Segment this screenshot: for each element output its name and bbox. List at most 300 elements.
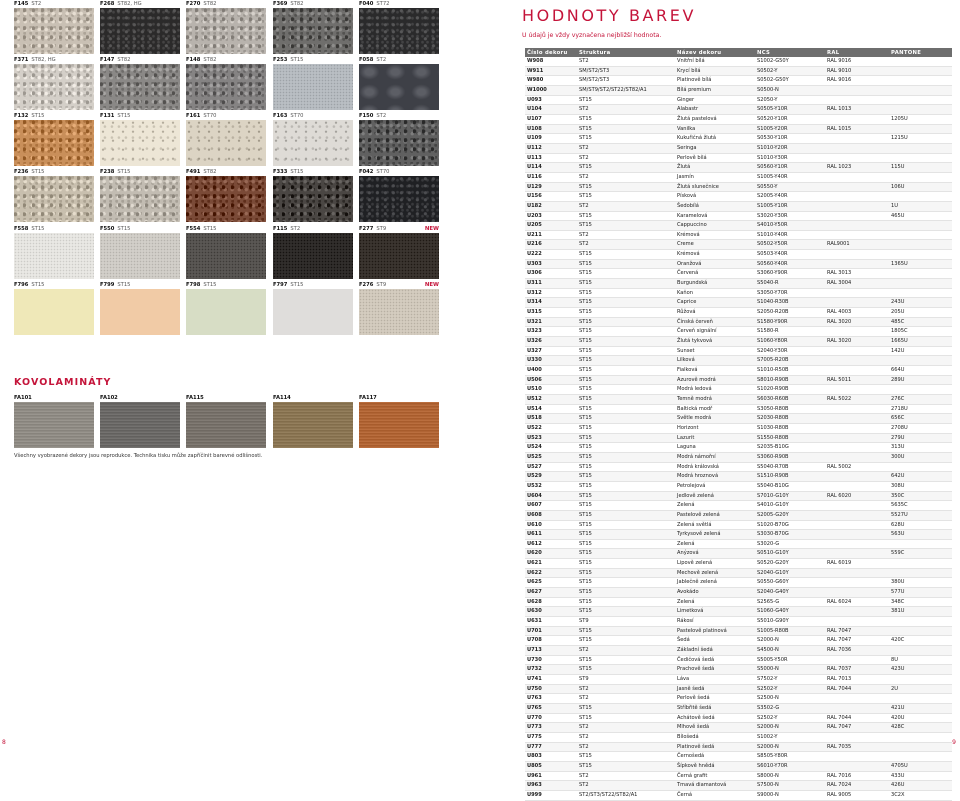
pantone-cell <box>889 646 952 656</box>
table-row <box>525 57 952 66</box>
decor-name-cell: Jasmín <box>675 172 755 182</box>
ral-cell <box>825 501 889 511</box>
swatch-texture <box>186 402 266 448</box>
structure-cell: ST15 <box>577 250 675 260</box>
ral-cell <box>825 404 889 414</box>
swatch-label <box>186 282 216 288</box>
decor-code-cell: U311 <box>525 279 577 289</box>
ral-cell <box>825 250 889 260</box>
decor-code-cell: U701 <box>525 626 577 636</box>
table-row <box>525 626 952 636</box>
ral-cell <box>825 588 889 598</box>
structure-cell: ST2/ST3/ST22/ST82/A1 <box>577 790 675 800</box>
pantone-cell <box>889 617 952 627</box>
structure-cell: ST15 <box>577 182 675 192</box>
ncs-cell: S2040-G40Y <box>755 588 825 598</box>
swatch-label <box>14 169 44 175</box>
swatch-texture <box>14 120 94 166</box>
structure-cell: ST15 <box>577 752 675 762</box>
ral-cell: RAL 5022 <box>825 394 889 404</box>
swatch-label <box>14 113 44 119</box>
swatch-structure: ST15 <box>290 169 304 175</box>
ral-cell: RAL 7036 <box>825 646 889 656</box>
table-row <box>525 66 952 76</box>
table-row <box>525 192 952 202</box>
decor-name-cell: Perlově šedá <box>675 694 755 704</box>
ncs-cell: S7502-Y <box>755 675 825 685</box>
ral-cell <box>825 114 889 124</box>
decor-swatch-f270 <box>186 1 266 55</box>
decor-swatch-f550 <box>100 226 180 280</box>
swatch-code: F040 <box>359 1 374 7</box>
ncs-cell: S1020-R90B <box>755 385 825 395</box>
ral-cell: RAL 7047 <box>825 723 889 733</box>
ral-cell <box>825 143 889 153</box>
swatch-code: F058 <box>359 57 374 63</box>
decor-code-cell: U315 <box>525 308 577 318</box>
decor-code-cell: W980 <box>525 76 577 86</box>
structure-cell: ST2 <box>577 723 675 733</box>
decor-code-cell: U323 <box>525 327 577 337</box>
swatch-texture <box>100 64 180 110</box>
structure-cell: ST15 <box>577 472 675 482</box>
pantone-cell <box>889 172 952 182</box>
swatch-label <box>100 395 121 401</box>
table-row <box>525 481 952 491</box>
ral-cell: RAL 7044 <box>825 713 889 723</box>
decor-name-cell: Fialková <box>675 366 755 376</box>
swatch-label <box>14 57 56 63</box>
ncs-cell: S0520-Y10R <box>755 114 825 124</box>
decor-code-cell: U523 <box>525 433 577 443</box>
decor-name-cell: Červeň signální <box>675 327 755 337</box>
decor-name-cell: Krémová <box>675 250 755 260</box>
swatch-code: FA117 <box>359 395 377 401</box>
swatch-texture <box>186 289 266 335</box>
decor-name-cell: Mechově zelená <box>675 568 755 578</box>
pantone-cell: 577U <box>889 588 952 598</box>
ncs-cell: S2005-G20Y <box>755 510 825 520</box>
ncs-cell: S0502-G50Y <box>755 76 825 86</box>
pantone-cell <box>889 752 952 762</box>
table-row <box>525 269 952 279</box>
ncs-cell: S0505-Y10R <box>755 105 825 115</box>
swatch-texture <box>14 176 94 222</box>
table-row <box>525 713 952 723</box>
ncs-cell: S2050-R20B <box>755 308 825 318</box>
table-row <box>525 539 952 549</box>
swatch-texture <box>100 176 180 222</box>
ncs-cell: S2502-Y <box>755 684 825 694</box>
table-row <box>525 588 952 598</box>
decor-code-cell: U312 <box>525 288 577 298</box>
ral-cell <box>825 221 889 231</box>
decor-code-cell: U604 <box>525 491 577 501</box>
pantone-cell: 642U <box>889 472 952 482</box>
pantone-cell <box>889 95 952 105</box>
table-row <box>525 95 952 105</box>
ncs-cell: S2040-G10Y <box>755 568 825 578</box>
structure-cell: ST2 <box>577 694 675 704</box>
ncs-cell: S0520-G20Y <box>755 559 825 569</box>
ncs-cell: S1550-R80B <box>755 433 825 443</box>
table-row <box>525 143 952 153</box>
decor-name-cell: Bílá premium <box>675 85 755 95</box>
swatch-structure: ST15 <box>31 226 45 232</box>
table-row <box>525 230 952 240</box>
ral-cell <box>825 288 889 298</box>
ncs-cell: S5040-R70B <box>755 462 825 472</box>
page-subtitle: U údajů je vždy vyznačena nejbližší hodnota. <box>522 32 662 39</box>
ral-cell <box>825 259 889 269</box>
pantone-cell: 313U <box>889 443 952 453</box>
swatch-label <box>100 113 130 119</box>
ncs-cell: S0550-G60Y <box>755 578 825 588</box>
swatch-structure: ST82, HG <box>31 57 56 63</box>
pantone-cell <box>889 732 952 742</box>
swatch-texture <box>273 233 353 279</box>
structure-cell: ST15 <box>577 134 675 144</box>
decor-code-cell: U961 <box>525 771 577 781</box>
swatch-code: F145 <box>14 1 29 7</box>
decor-name-cell: Tyrkysově zelená <box>675 530 755 540</box>
decor-name-cell: Písková <box>675 192 755 202</box>
swatch-texture <box>14 8 94 54</box>
pantone-cell: 380U <box>889 578 952 588</box>
decor-code-cell: U524 <box>525 443 577 453</box>
swatch-label <box>100 282 130 288</box>
table-row <box>525 549 952 559</box>
ncs-cell: S6010-Y70R <box>755 761 825 771</box>
swatch-label <box>186 57 216 63</box>
decor-name-cell: Jablečně zelená <box>675 578 755 588</box>
decor-swatch-f798 <box>186 282 266 336</box>
decor-name-cell: Modrá královská <box>675 462 755 472</box>
table-row <box>525 510 952 520</box>
decor-swatch-f799 <box>100 282 180 336</box>
table-row <box>525 665 952 675</box>
swatch-structure: ST15 <box>290 282 304 288</box>
pantone-cell <box>889 694 952 704</box>
decor-code-cell: U612 <box>525 539 577 549</box>
swatch-texture <box>359 233 439 279</box>
pantone-cell <box>889 288 952 298</box>
table-row <box>525 607 952 617</box>
decor-code-cell: W1000 <box>525 85 577 95</box>
swatch-code: F236 <box>14 169 29 175</box>
structure-cell: ST15 <box>577 346 675 356</box>
structure-cell: ST15 <box>577 626 675 636</box>
table-row <box>525 288 952 298</box>
pantone-cell: 485C <box>889 317 952 327</box>
swatch-texture <box>186 64 266 110</box>
structure-cell: ST15 <box>577 530 675 540</box>
swatch-label <box>273 1 303 7</box>
decor-name-cell: Zelená světlá <box>675 520 755 530</box>
ncs-cell: S5005-Y50R <box>755 655 825 665</box>
decor-code-cell: U116 <box>525 172 577 182</box>
ncs-cell: S2050-Y <box>755 95 825 105</box>
ncs-cell: S3030-B70G <box>755 530 825 540</box>
decor-swatch-f491 <box>186 169 266 223</box>
ncs-cell: S0503-Y40R <box>755 250 825 260</box>
pantone-cell <box>889 626 952 636</box>
ral-cell: RAL 7024 <box>825 781 889 791</box>
structure-cell: ST15 <box>577 481 675 491</box>
swatch-code: F371 <box>14 57 29 63</box>
swatch-structure: ST82, HG <box>117 1 142 7</box>
table-row <box>525 337 952 347</box>
pantone-cell <box>889 462 952 472</box>
decor-code-cell: U510 <box>525 385 577 395</box>
decor-name-cell: Prachově šedá <box>675 665 755 675</box>
swatch-label <box>273 395 294 401</box>
decor-name-cell: Burgundská <box>675 279 755 289</box>
decor-code-cell: U777 <box>525 742 577 752</box>
ral-cell: RAL9001 <box>825 240 889 250</box>
table-row <box>525 327 952 337</box>
decor-code-cell: U326 <box>525 337 577 347</box>
table-row <box>525 684 952 694</box>
decor-code-cell: U514 <box>525 404 577 414</box>
table-row <box>525 742 952 752</box>
pantone-cell: 381U <box>889 607 952 617</box>
pantone-cell <box>889 221 952 231</box>
structure-cell: ST2 <box>577 230 675 240</box>
decor-code-cell: U631 <box>525 617 577 627</box>
decor-name-cell: Baltická modř <box>675 404 755 414</box>
decor-swatch-fa117 <box>359 395 439 449</box>
page-number-right: 9 <box>952 739 956 746</box>
structure-cell: ST15 <box>577 279 675 289</box>
swatch-code: FA114 <box>273 395 291 401</box>
swatch-label <box>359 113 386 119</box>
ral-cell <box>825 153 889 163</box>
pantone-cell: 5527U <box>889 510 952 520</box>
decor-name-cell: Lipově zelená <box>675 559 755 569</box>
decor-swatch-f796 <box>14 282 94 336</box>
left-page <box>0 0 480 748</box>
column-header: Název dekoru <box>675 48 755 57</box>
decor-name-cell: Azurově modrá <box>675 375 755 385</box>
ral-cell: RAL 3020 <box>825 337 889 347</box>
decor-name-cell: Pastelově zelená <box>675 510 755 520</box>
table-row <box>525 761 952 771</box>
decor-code-cell: U607 <box>525 501 577 511</box>
swatch-structure: ST15 <box>203 282 217 288</box>
swatch-texture <box>359 402 439 448</box>
structure-cell: ST2 <box>577 105 675 115</box>
decor-name-cell: Stříbřitě šedá <box>675 703 755 713</box>
decor-swatch-f268 <box>100 1 180 55</box>
pantone-cell <box>889 192 952 202</box>
ncs-cell: S8505-Y80R <box>755 752 825 762</box>
ral-cell: RAL 9010 <box>825 66 889 76</box>
decor-name-cell: Šípkově hnědá <box>675 761 755 771</box>
structure-cell: ST15 <box>577 607 675 617</box>
decor-code-cell: U216 <box>525 240 577 250</box>
table-row <box>525 385 952 395</box>
decor-code-cell: U306 <box>525 269 577 279</box>
swatch-label <box>359 57 386 63</box>
ncs-cell: S2000-N <box>755 742 825 752</box>
decor-name-cell: Creme <box>675 240 755 250</box>
column-header: Struktura <box>577 48 675 57</box>
swatch-texture <box>359 176 439 222</box>
decor-swatch-f058 <box>359 57 439 111</box>
ral-cell <box>825 539 889 549</box>
ncs-cell: S8000-N <box>755 771 825 781</box>
table-row <box>525 462 952 472</box>
ncs-cell: S3020-G <box>755 539 825 549</box>
ral-cell: RAL 5002 <box>825 462 889 472</box>
decor-code-cell: U203 <box>525 211 577 221</box>
pantone-cell <box>889 559 952 569</box>
swatch-texture <box>186 233 266 279</box>
pantone-cell: 426U <box>889 781 952 791</box>
pantone-cell: 1665U <box>889 337 952 347</box>
pantone-cell: 106U <box>889 182 952 192</box>
structure-cell: ST15 <box>577 578 675 588</box>
decor-name-cell: Kaňon <box>675 288 755 298</box>
ral-cell: RAL 9016 <box>825 76 889 86</box>
pantone-cell <box>889 675 952 685</box>
pantone-cell: 4705U <box>889 761 952 771</box>
ral-cell: RAL 7037 <box>825 665 889 675</box>
pantone-cell <box>889 568 952 578</box>
ral-cell: RAL 6024 <box>825 597 889 607</box>
structure-cell: ST15 <box>577 559 675 569</box>
decor-code-cell: U518 <box>525 414 577 424</box>
decor-swatch-f132 <box>14 113 94 167</box>
decor-name-cell: Temně modrá <box>675 394 755 404</box>
ral-cell: RAL 3020 <box>825 317 889 327</box>
structure-cell: ST15 <box>577 443 675 453</box>
table-row <box>525 617 952 627</box>
swatch-code: FA101 <box>14 395 32 401</box>
swatch-structure: ST82 <box>290 1 304 7</box>
swatch-label <box>14 395 35 401</box>
ncs-cell: S1030-R80B <box>755 423 825 433</box>
swatch-texture <box>359 120 439 166</box>
pantone-cell: 289U <box>889 375 952 385</box>
ncs-cell: S1040-R30B <box>755 298 825 308</box>
pantone-cell: 279U <box>889 433 952 443</box>
structure-cell: ST15 <box>577 423 675 433</box>
swatch-structure: ST70 <box>290 113 304 119</box>
ral-cell: RAL 7013 <box>825 675 889 685</box>
decor-code-cell: U522 <box>525 423 577 433</box>
decor-name-cell: Ginger <box>675 95 755 105</box>
structure-cell: ST15 <box>577 520 675 530</box>
decor-swatch-f276 <box>359 282 439 336</box>
pantone-cell <box>889 279 952 289</box>
decor-name-cell: Limetková <box>675 607 755 617</box>
pantone-cell: 2708U <box>889 423 952 433</box>
swatch-code: F148 <box>186 57 201 63</box>
ral-cell <box>825 452 889 462</box>
decor-code-cell: U330 <box>525 356 577 366</box>
decor-code-cell: U765 <box>525 703 577 713</box>
ral-cell <box>825 607 889 617</box>
ncs-cell: S1020-B70G <box>755 520 825 530</box>
pantone-cell: 563U <box>889 530 952 540</box>
ncs-cell: S5040-R <box>755 279 825 289</box>
swatch-code: F491 <box>186 169 201 175</box>
swatch-structure: ST15 <box>117 282 131 288</box>
ncs-cell: S1010-Y40R <box>755 230 825 240</box>
page-title: HODNOTY BAREV <box>522 6 697 25</box>
structure-cell: ST15 <box>577 703 675 713</box>
structure-cell: ST15 <box>577 510 675 520</box>
structure-cell: ST15 <box>577 433 675 443</box>
decor-code-cell: U107 <box>525 114 577 124</box>
structure-cell: ST2 <box>577 646 675 656</box>
pantone-cell <box>889 269 952 279</box>
table-row <box>525 375 952 385</box>
ncs-cell: S3020-Y30R <box>755 211 825 221</box>
ral-cell: RAL 9005 <box>825 790 889 800</box>
reproduction-footnote: Všechny vyobrazené dekory jsou reprodukce. Technika tisku může zapříčinit barevné odlišnosti. <box>14 453 263 459</box>
table-row <box>525 114 952 124</box>
ral-cell: RAL 7047 <box>825 636 889 646</box>
pantone-cell: 420U <box>889 713 952 723</box>
ral-cell: RAL 7016 <box>825 771 889 781</box>
swatch-code: F333 <box>273 169 288 175</box>
decor-swatch-fa114 <box>273 395 353 449</box>
swatch-label <box>100 1 142 7</box>
decor-swatch-f042 <box>359 169 439 223</box>
structure-cell: ST15 <box>577 259 675 269</box>
table-row <box>525 723 952 733</box>
decor-swatch-fa101 <box>14 395 94 449</box>
pantone-cell <box>889 153 952 163</box>
ncs-cell: S2030-R80B <box>755 414 825 424</box>
decor-name-cell: Rákosí <box>675 617 755 627</box>
swatch-code: FA115 <box>186 395 204 401</box>
decor-code-cell: U400 <box>525 366 577 376</box>
ral-cell <box>825 356 889 366</box>
decor-name-cell: Lazurit <box>675 433 755 443</box>
swatch-texture <box>273 64 353 110</box>
decor-swatch-f148 <box>186 57 266 111</box>
swatch-label <box>359 169 389 175</box>
table-row <box>525 694 952 704</box>
swatch-label <box>273 226 300 232</box>
structure-cell: ST15 <box>577 114 675 124</box>
decor-name-cell: Žlutá pastelová <box>675 114 755 124</box>
swatch-label <box>359 282 386 288</box>
structure-cell: ST15 <box>577 95 675 105</box>
swatch-code: F798 <box>186 282 201 288</box>
swatch-label <box>186 226 216 232</box>
structure-cell: ST2 <box>577 732 675 742</box>
pantone-cell: 428C <box>889 723 952 733</box>
decor-code-cell: U708 <box>525 636 577 646</box>
pantone-cell: 276C <box>889 394 952 404</box>
pantone-cell <box>889 85 952 95</box>
swatch-code: F268 <box>100 1 115 7</box>
ncs-cell: S1005-Y40R <box>755 172 825 182</box>
decor-name-cell: Laguna <box>675 443 755 453</box>
pantone-cell <box>889 742 952 752</box>
decor-code-cell: U773 <box>525 723 577 733</box>
swatch-label <box>186 113 216 119</box>
ncs-cell: S2000-N <box>755 723 825 733</box>
decor-name-cell: Cappuccino <box>675 221 755 231</box>
swatch-structure: ST82 <box>203 57 217 63</box>
structure-cell: ST15 <box>577 588 675 598</box>
